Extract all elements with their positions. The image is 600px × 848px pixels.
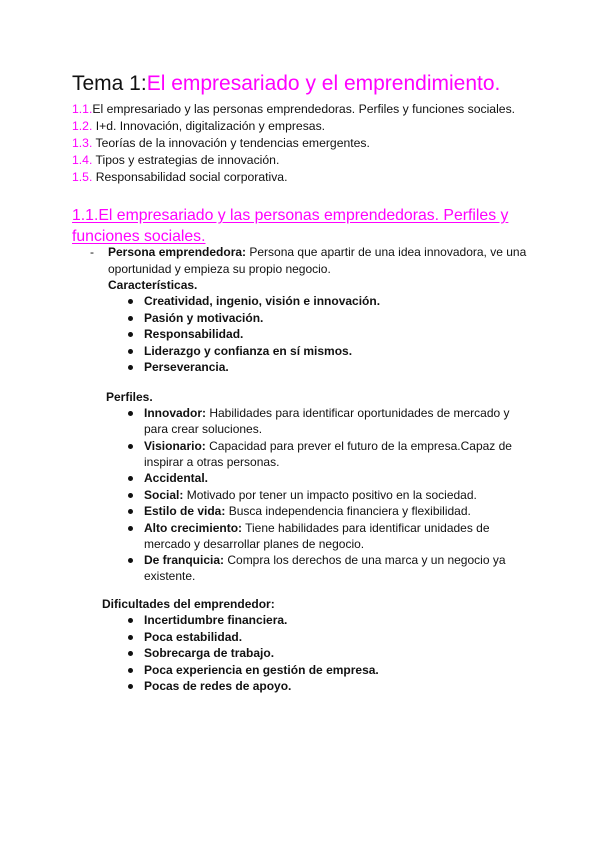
- list-item: [126, 612, 526, 628]
- toc-number: 1.1.: [72, 102, 93, 116]
- bullet-icon: [128, 558, 133, 563]
- list-item: [126, 629, 526, 645]
- list-item-text: Pocas de redes de apoyo.: [144, 679, 292, 693]
- list-item: [126, 503, 526, 519]
- dash-bullet: -: [90, 245, 94, 259]
- profile-term: Visionario:: [144, 438, 206, 453]
- definition-body: Persona que apartir de una idea innovadora, ve una oportunidad y empieza su propio negocio.: [108, 245, 527, 276]
- dificultades-list: [126, 612, 526, 695]
- toc-number: 1.5.: [72, 170, 93, 184]
- list-item: [126, 552, 526, 584]
- caracteristicas-list: [126, 293, 526, 376]
- toc-text: Tipos y estrategias de innovación.: [92, 153, 280, 167]
- page-title: [72, 71, 500, 97]
- profile-term: Alto crecimiento:: [144, 520, 243, 535]
- bullet-icon: [128, 618, 133, 623]
- list-item: [126, 487, 526, 503]
- list-item-text: Liderazgo y confianza en sí mismos.: [144, 343, 353, 358]
- definition-text: [108, 244, 530, 278]
- profile-term: Estilo de vida:: [144, 504, 226, 518]
- title-prefix: Tema 1:: [72, 72, 147, 95]
- profile-description: Habilidades para identificar oportunidades de mercado y para crear soluciones.: [144, 406, 510, 436]
- profile-term: De franquicia:: [144, 553, 225, 567]
- list-item-text: Poca experiencia en gestión de empresa.: [144, 662, 379, 677]
- list-item-text: Perseverancia.: [144, 360, 229, 374]
- toc-text: Responsabilidad social corporativa.: [92, 170, 288, 184]
- list-item: [126, 662, 526, 678]
- profile-description: Compra los derechos de una marca y un negocio ya existente.: [144, 553, 506, 583]
- list-item-text: Pasión y motivación.: [144, 310, 264, 325]
- list-item: [126, 645, 526, 661]
- list-item-text: Sobrecarga de trabajo.: [144, 646, 275, 660]
- toc-number: 1.4.: [72, 153, 93, 167]
- profile-term: Accidental.: [144, 471, 209, 485]
- list-item: [126, 520, 526, 552]
- dificultades-heading: Dificultades del emprendedor:: [102, 597, 275, 611]
- list-item-text: Responsabilidad.: [144, 327, 244, 341]
- definition-entry: [90, 244, 530, 278]
- toc-text: I+d. Innovación, digitalización y empresas.: [92, 119, 326, 133]
- list-item: [126, 678, 526, 694]
- profile-description: Tiene habilidades para identificar unidades de mercado y desarrollar planes de negocio.: [144, 520, 490, 551]
- caracteristicas-heading: Características.: [108, 278, 198, 292]
- definition-term: Persona emprendedora:: [108, 245, 247, 259]
- bullet-icon: [128, 332, 133, 337]
- toc-number: 1.3.: [72, 136, 93, 150]
- toc-item: [72, 135, 515, 152]
- list-item-text: Poca estabilidad.: [144, 629, 243, 644]
- list-item: [126, 470, 526, 486]
- bullet-icon: [128, 411, 133, 416]
- bullet-icon: [128, 316, 133, 321]
- bullet-icon: [128, 349, 133, 354]
- bullet-icon: [128, 635, 133, 640]
- list-item: [126, 405, 526, 437]
- bullet-icon: [128, 493, 133, 498]
- bullet-icon: [128, 444, 133, 449]
- list-item: [126, 310, 526, 326]
- bullet-icon: [128, 668, 133, 673]
- list-item: [126, 326, 526, 342]
- title-highlight: El empresariado y el emprendimiento.: [146, 72, 501, 95]
- bullet-icon: [128, 684, 133, 689]
- list-item: [126, 293, 526, 309]
- perfiles-heading: Perfiles.: [106, 390, 153, 404]
- toc-item: [72, 118, 515, 135]
- bullet-icon: [128, 476, 133, 481]
- toc-text: El empresariado y las personas emprendedoras. Perfiles y funciones sociales.: [92, 102, 516, 116]
- section-heading: 1.1.El empresariado y las personas emprendedoras. Perfiles y funciones sociales.: [72, 207, 509, 245]
- profile-term: Innovador:: [144, 406, 206, 420]
- profile-description: Capacidad para prever el futuro de la empresa.Capaz de inspirar a otras personas.: [144, 438, 512, 469]
- perfiles-list: [126, 405, 526, 585]
- bullet-icon: [128, 365, 133, 370]
- list-item: [126, 438, 526, 470]
- list-item: [126, 343, 526, 359]
- profile-description: Busca independencia financiera y flexibilidad.: [225, 504, 471, 518]
- list-item-text: Creatividad, ingenio, visión e innovación.: [144, 294, 381, 308]
- toc-number: 1.2.: [72, 119, 93, 133]
- toc-text: Teorías de la innovación y tendencias emergentes.: [92, 136, 370, 150]
- list-item-text: Incertidumbre financiera.: [144, 613, 288, 627]
- bullet-icon: [128, 651, 133, 656]
- list-item: [126, 359, 526, 375]
- toc-item: [72, 152, 515, 169]
- bullet-icon: [128, 526, 133, 531]
- table-of-contents: [72, 101, 515, 186]
- toc-item: [72, 101, 515, 118]
- profile-description: Motivado por tener un impacto positivo en la sociedad.: [183, 487, 477, 502]
- profile-term: Social:: [144, 487, 184, 502]
- bullet-icon: [128, 509, 133, 514]
- bullet-icon: [128, 299, 133, 304]
- toc-item: [72, 169, 515, 186]
